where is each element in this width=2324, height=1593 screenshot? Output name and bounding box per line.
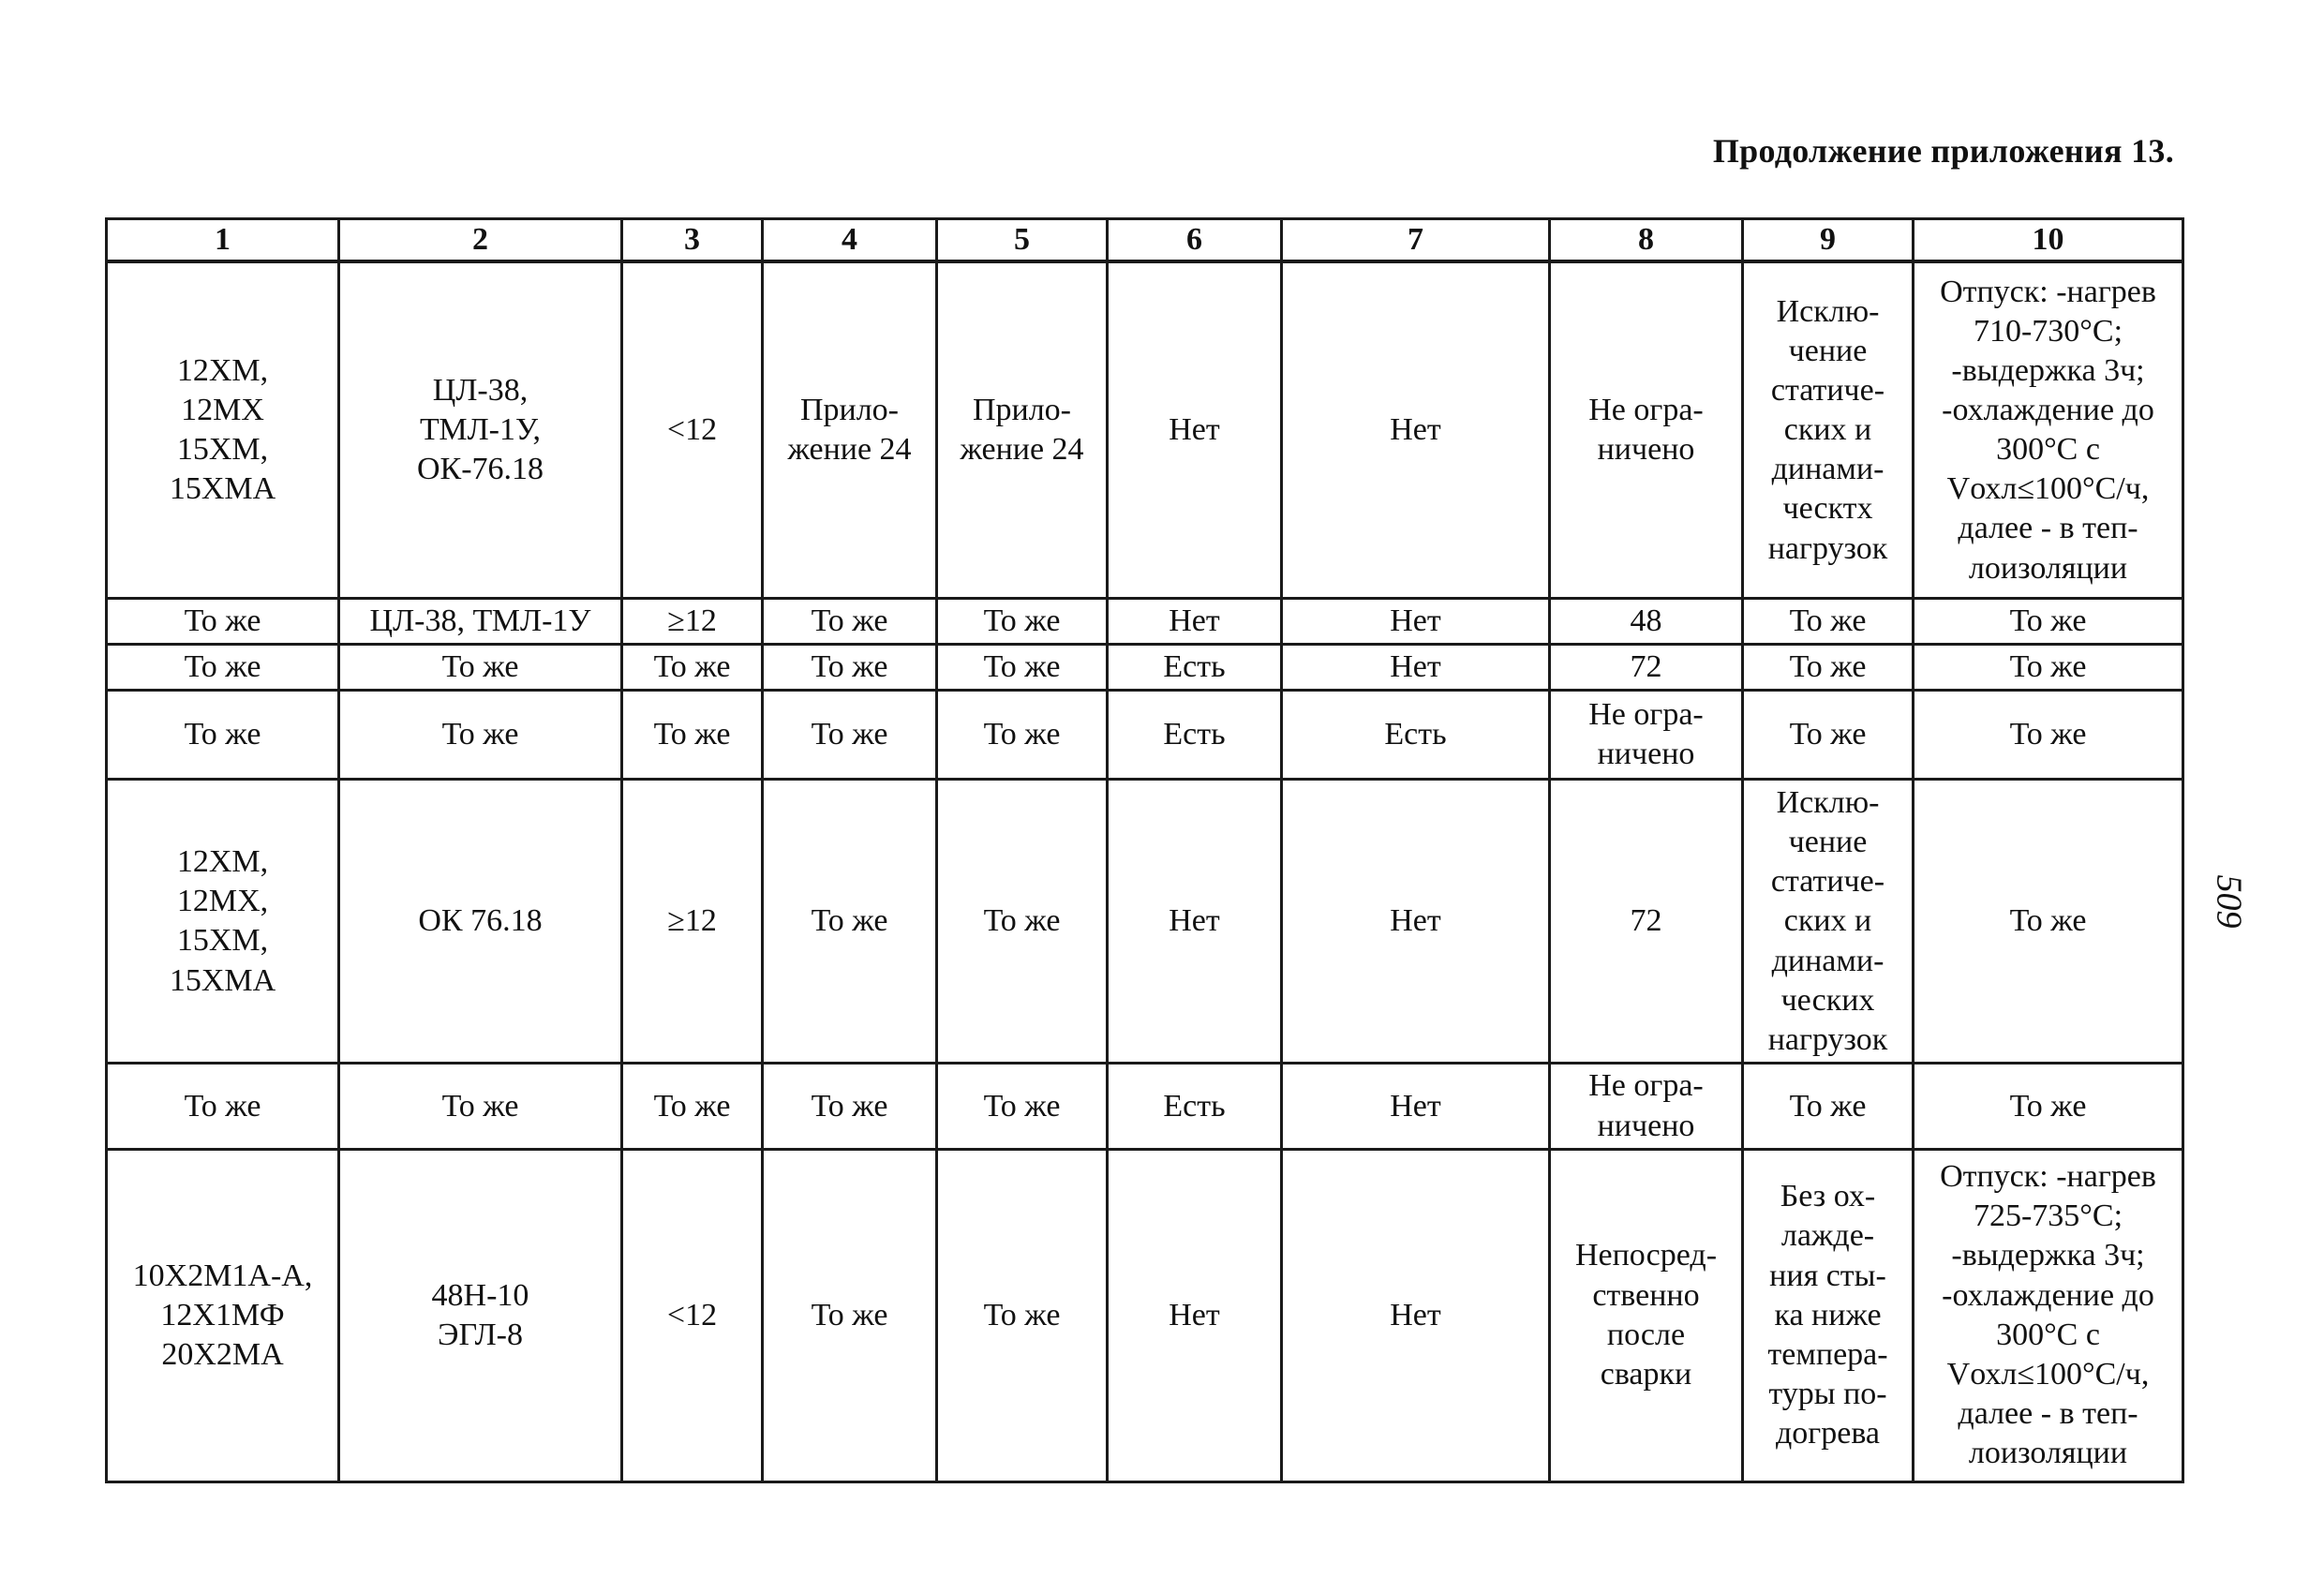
table-cell: 12ХМ, 12МХ, 15ХМ, 15ХМА (107, 780, 339, 1064)
table-cell: Без ох- лажде- ния сты- ка ниже темпера- туры по- догрева (1743, 1149, 1914, 1481)
table-cell: Исклю- чение статиче- ских и динами- ческтх нагрузок (1743, 261, 1914, 599)
table-cell: Есть (1282, 691, 1550, 780)
page-caption: Продолжение приложения 13. (1712, 132, 2174, 170)
table-cell: Нет (1282, 1149, 1550, 1481)
table-cell: 48Н-10 ЭГЛ-8 (339, 1149, 622, 1481)
table-cell: Нет (1108, 261, 1282, 599)
table-cell: <12 (622, 1149, 763, 1481)
table-row (107, 1064, 2183, 1149)
table-cell: То же (937, 645, 1108, 691)
table-cell: То же (763, 780, 937, 1064)
table-cell: 48 (1550, 599, 1743, 645)
table-cell: Нет (1282, 1064, 1550, 1149)
table-cell: Есть (1108, 1064, 1282, 1149)
table-cell: Отпуск: -нагрев 725-735°С; -выдержка 3ч; -охлаждение до 300°С с Vохл≤100°С/ч, далее - в теп- лоизоляции (1914, 1149, 2183, 1481)
table-cell: То же (107, 645, 339, 691)
column-header: 4 (763, 219, 937, 262)
table-cell: Нет (1108, 1149, 1282, 1481)
table-cell: То же (339, 1064, 622, 1149)
table-cell: Не огра- ничено (1550, 1064, 1743, 1149)
table-cell: То же (107, 599, 339, 645)
table-cell: То же (339, 645, 622, 691)
header-row (107, 219, 2183, 262)
column-header: 7 (1282, 219, 1550, 262)
column-header: 1 (107, 219, 339, 262)
table-cell: Есть (1108, 645, 1282, 691)
table-cell: Прило- жение 24 (937, 261, 1108, 599)
table-cell: Есть (1108, 691, 1282, 780)
table-cell: То же (622, 645, 763, 691)
column-header: 9 (1743, 219, 1914, 262)
table-cell: То же (1914, 599, 2183, 645)
column-header: 10 (1914, 219, 2183, 262)
table-cell: То же (1743, 691, 1914, 780)
table-cell: То же (622, 1064, 763, 1149)
column-header: 5 (937, 219, 1108, 262)
table-cell: ≥12 (622, 780, 763, 1064)
table-cell: То же (763, 691, 937, 780)
table-cell: То же (1743, 1064, 1914, 1149)
table-cell: Исклю- чение статиче- ских и динами- ческих нагрузок (1743, 780, 1914, 1064)
table-row (107, 691, 2183, 780)
table-cell: То же (1914, 691, 2183, 780)
table-cell: То же (937, 1149, 1108, 1481)
table-cell: То же (107, 691, 339, 780)
table-cell: Не огра- ничено (1550, 261, 1743, 599)
table-cell: 12ХМ, 12МХ 15ХМ, 15ХМА (107, 261, 339, 599)
table-cell: То же (1914, 1064, 2183, 1149)
column-header: 2 (339, 219, 622, 262)
table-cell: То же (339, 691, 622, 780)
table-cell: То же (937, 691, 1108, 780)
table-cell: ОК 76.18 (339, 780, 622, 1064)
page-number: 509 (2209, 874, 2249, 929)
table-cell: ≥12 (622, 599, 763, 645)
table-cell: То же (937, 1064, 1108, 1149)
table-cell: ЦЛ-38, ТМЛ-1У, ОК-76.18 (339, 261, 622, 599)
table-cell: То же (1914, 645, 2183, 691)
table-cell: 72 (1550, 645, 1743, 691)
table-cell: Нет (1108, 599, 1282, 645)
table-cell: Нет (1282, 599, 1550, 645)
table-row (107, 1149, 2183, 1481)
table-cell: То же (763, 599, 937, 645)
table-row (107, 780, 2183, 1064)
table-cell: То же (622, 691, 763, 780)
table-cell: Нет (1282, 261, 1550, 599)
table-cell: 10Х2М1А-А, 12Х1МФ 20Х2МА (107, 1149, 339, 1481)
table-cell: То же (763, 1149, 937, 1481)
table-cell: То же (1914, 780, 2183, 1064)
column-header: 8 (1550, 219, 1743, 262)
table-cell: То же (1743, 645, 1914, 691)
table-cell: Отпуск: -нагрев 710-730°С; -выдержка 3ч; -охлаждение до 300°С с Vохл≤100°С/ч, далее - в теп- лоизоляции (1914, 261, 2183, 599)
table-cell: То же (937, 599, 1108, 645)
column-header: 3 (622, 219, 763, 262)
table-cell: ЦЛ-38, ТМЛ-1У (339, 599, 622, 645)
table-cell: То же (763, 645, 937, 691)
table-cell: То же (107, 1064, 339, 1149)
table-row (107, 599, 2183, 645)
appendix-table (105, 217, 2184, 1483)
table-cell: <12 (622, 261, 763, 599)
table-cell: Нет (1282, 645, 1550, 691)
table-cell: Не огра- ничено (1550, 691, 1743, 780)
table-row (107, 645, 2183, 691)
table-cell: То же (1743, 599, 1914, 645)
table-cell: Нет (1108, 780, 1282, 1064)
table-cell: Нет (1282, 780, 1550, 1064)
table-cell: 72 (1550, 780, 1743, 1064)
table-cell: Непосред- ственно после сварки (1550, 1149, 1743, 1481)
column-header: 6 (1108, 219, 1282, 262)
table-row (107, 261, 2183, 599)
table-cell: То же (937, 780, 1108, 1064)
table-cell: То же (763, 1064, 937, 1149)
table-cell: Прило- жение 24 (763, 261, 937, 599)
